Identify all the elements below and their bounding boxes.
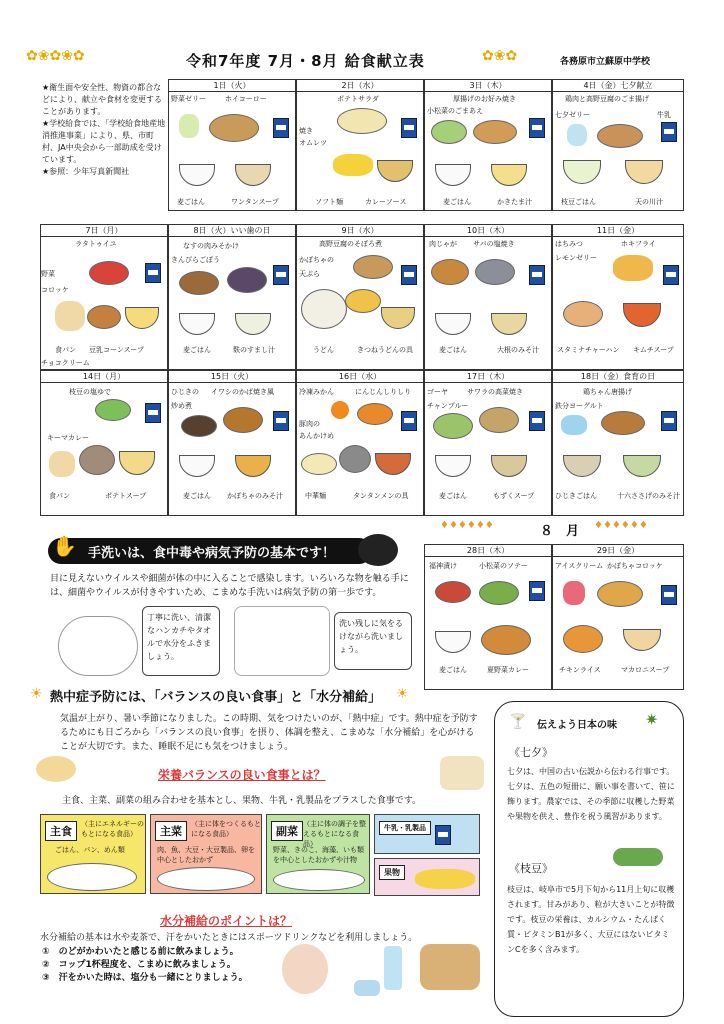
dish-label: きつねうどんの具 xyxy=(357,346,413,354)
dish-label: 豚肉の xyxy=(299,420,320,428)
milk-icon xyxy=(273,118,289,138)
dish-label: 鶏肉と高野豆腐のごま揚げ xyxy=(565,95,649,103)
hand-icon: ✋ xyxy=(52,534,77,558)
rice-bowl xyxy=(435,631,471,653)
dish-label: 炒め煮 xyxy=(171,402,192,410)
menu-day xyxy=(40,370,168,516)
day-head: 2日（水） xyxy=(297,80,423,92)
handwash-banner xyxy=(48,538,372,564)
dish-label: アイスクリーム xyxy=(555,562,604,570)
milk-icon xyxy=(273,265,289,285)
card-tag: 主食 xyxy=(45,821,77,841)
barley-tea-image xyxy=(420,944,480,990)
food-image xyxy=(563,301,603,327)
rice-bowl xyxy=(563,160,601,184)
decoration-icon: ♦♦♦♦♦♦ xyxy=(594,520,648,531)
day-head: 11日（金） xyxy=(553,225,683,237)
food-image xyxy=(357,403,393,425)
handwash-tip-box: 丁寧に洗い、清潔なハンカチやタオルで水分をふきましょう。 xyxy=(142,606,220,676)
soup-bowl xyxy=(491,455,527,477)
dish-label: 小松菜のソテー xyxy=(479,562,528,570)
meal-image xyxy=(36,756,76,782)
sunflower-icon: ✿❀✿ xyxy=(482,48,518,64)
note-item: ★衛生面や安全性、物資の都合などにより、献立や食材を変更することがあります。 xyxy=(42,83,162,116)
balance-heading: 栄養バランスの良い食事とは？ xyxy=(158,768,326,782)
salt-candy-image xyxy=(354,980,380,996)
dish-label: チャンプルー xyxy=(427,402,469,410)
food-image xyxy=(87,305,121,329)
bottle-image xyxy=(384,946,402,990)
food-image xyxy=(597,581,643,607)
bread-image xyxy=(49,451,75,477)
dish-label: かぼちゃの xyxy=(299,256,334,264)
dish-label: 天の川汁 xyxy=(635,198,663,206)
day-head: 29日（金） xyxy=(553,545,683,557)
august-label: ８ 月 xyxy=(540,524,580,539)
yogurt-image xyxy=(561,415,587,435)
food-image xyxy=(209,114,259,142)
dish-label: 高野豆腐のそぼろ煮 xyxy=(319,240,382,248)
milk-icon xyxy=(435,825,451,845)
card-tag: 果物 xyxy=(379,865,405,880)
menu-day xyxy=(168,79,296,211)
dish-label: ゴーヤ xyxy=(427,388,448,396)
dish-label: 大根のみそ汁 xyxy=(497,346,539,354)
sun-icon: ☀ xyxy=(396,686,409,702)
soup-bowl xyxy=(623,629,661,651)
dish-label: 肉じゃが xyxy=(429,240,457,248)
milk-icon xyxy=(529,581,545,601)
dish-label: 麦ごはん xyxy=(439,346,467,354)
dish-label: タンタンメンの具 xyxy=(353,492,409,500)
dish-label: サバの塩焼き xyxy=(473,240,515,248)
handwash-text: 目に見えないウイルスや細菌が体の中に入ることで感染します。いろいろな物を触る手には、細菌やウイルスが付きやすいため、こまめな手洗いは病気予防の第一歩です。 xyxy=(50,574,409,598)
soup-bowl xyxy=(377,160,413,182)
soup-bowl xyxy=(623,303,661,327)
dish-label: もずくスープ xyxy=(493,492,535,500)
bread-image xyxy=(55,301,85,331)
food-group-card xyxy=(266,814,370,894)
menu-day xyxy=(552,224,684,370)
dish-label: 麦ごはん xyxy=(443,198,471,206)
germ-icon xyxy=(358,534,398,566)
glass-icon: 🍸 xyxy=(509,714,527,730)
dish-label: 天ぷら xyxy=(299,270,320,278)
card-sub: （主に体の調子を整えるもとになる食品） xyxy=(303,820,366,848)
day-head: 17日（木） xyxy=(425,371,551,383)
food-image xyxy=(563,625,603,653)
soup-bowl xyxy=(623,455,661,477)
sunflower-icon: ✿❀✿❀✿ xyxy=(26,48,85,64)
day-head: 4日（金）七夕献立 xyxy=(553,80,683,92)
food-image xyxy=(227,267,267,293)
dish-label: キムチスープ xyxy=(633,346,674,354)
food-image xyxy=(435,581,471,603)
food-image xyxy=(89,261,129,285)
noodle-image xyxy=(301,453,337,475)
card-tag: 副菜 xyxy=(271,821,303,841)
menu-day xyxy=(296,224,424,370)
sun-icon: ☀ xyxy=(30,686,43,702)
menu-day xyxy=(296,370,424,516)
hands-image xyxy=(234,606,330,676)
milk-icon xyxy=(273,411,289,431)
dish-label: 牛乳 xyxy=(657,111,671,119)
food-image xyxy=(353,255,393,279)
food-image xyxy=(333,154,373,176)
menu-day xyxy=(424,224,552,370)
handwash-title: 手洗いは、食中毒や病気予防の基本です！ xyxy=(88,546,336,561)
food-image xyxy=(157,867,255,891)
water-point: ② コップ1杯程度を、こまめに飲みましょう。 xyxy=(42,960,236,970)
dish-label: 野菜ゼリー xyxy=(171,95,206,103)
dish-label: ソフト麺 xyxy=(315,198,343,206)
dish-label: かぼちゃコロッケ xyxy=(607,562,663,570)
milk-icon xyxy=(661,585,677,605)
dish-label: オムレツ xyxy=(299,139,327,147)
note-item: ★学校給食では、「学校給食地産地消推進事業」により、県、市町村、JA中央会から一部助成を受けています。 xyxy=(42,119,166,164)
dish-label: 鶏ちゃん唐揚げ xyxy=(583,388,632,396)
rice-bowl xyxy=(179,313,215,335)
milk-icon xyxy=(663,265,679,285)
milk-icon xyxy=(661,122,677,142)
card-sub: （主に体をつくるもとになる食品） xyxy=(191,820,261,838)
dish-label: ホイコーロー xyxy=(225,95,267,103)
milk-icon xyxy=(145,263,161,283)
day-head: 15日（火） xyxy=(169,371,295,383)
card-example: 肉、魚、大豆・大豆製品、卵を中心としたおかず xyxy=(157,846,255,864)
milk-icon xyxy=(145,403,161,423)
food-image xyxy=(479,581,519,605)
food-image xyxy=(597,124,643,148)
dish-label: カレーソース xyxy=(365,198,407,206)
card-example: 野菜、きのこ、海藻、いも類を中心としたおかずや汁物 xyxy=(273,846,364,864)
dish-label: 枝豆の塩ゆで xyxy=(69,388,111,396)
menu-day xyxy=(552,79,684,211)
dish-label: ひじきの xyxy=(171,388,199,396)
day-head: 28日（木） xyxy=(425,545,551,557)
food-image xyxy=(339,445,371,473)
soup-bowl xyxy=(491,164,527,186)
dish-label: イワシのかば焼き風 xyxy=(211,388,274,396)
menu-day xyxy=(424,79,552,211)
card-example: ごはん、パン、めん類 xyxy=(55,846,125,854)
dish-label: かきたま汁 xyxy=(497,198,532,206)
food-image xyxy=(481,625,531,655)
food-image xyxy=(433,413,473,439)
food-image xyxy=(431,259,469,285)
fruit-image xyxy=(415,869,475,889)
dish-label: 枝豆ごはん xyxy=(561,198,596,206)
food-image xyxy=(95,399,131,421)
dish-label: キーマカレー xyxy=(47,434,89,442)
dish-label: 豆乳コーンスープ xyxy=(89,346,144,354)
girl-drinking-image xyxy=(282,944,328,994)
decoration-icon: ♦♦♦♦♦♦ xyxy=(440,520,494,531)
food-image xyxy=(479,407,519,433)
dish-label: 焼き xyxy=(299,127,313,135)
food-image xyxy=(79,445,115,475)
balance-text: 主食、主菜、副菜の組み合わせを基本とし、果物、牛乳・乳製品をプラスした食事です。 xyxy=(62,796,422,806)
milk-icon xyxy=(401,118,417,138)
menu-day xyxy=(424,370,552,516)
dish-label: にんじんしりしり xyxy=(355,388,411,396)
dish-label: 福神漬け xyxy=(429,562,457,570)
dish-label: 食パン xyxy=(49,492,70,500)
menu-day xyxy=(296,79,424,211)
rice-bowl xyxy=(563,455,601,477)
dish-label: ポテトサラダ xyxy=(337,95,379,103)
dish-label: コロッケ xyxy=(41,286,69,294)
food-group-card xyxy=(40,814,146,894)
dish-label: マカロニスープ xyxy=(621,666,670,674)
tanabata-heading: 《七夕》 xyxy=(509,746,553,759)
food-image xyxy=(473,120,517,144)
dish-label: 中華麺 xyxy=(305,492,326,500)
rice-bowl xyxy=(435,164,471,186)
soup-bowl xyxy=(119,451,155,475)
dish-label: ひじきごはん xyxy=(555,492,597,500)
milk-icon xyxy=(529,411,545,431)
rice-bowl xyxy=(435,313,471,335)
water-point: ① のどがかわいたと感じる前に飲みましょう。 xyxy=(42,947,239,957)
dish-label: 野菜 xyxy=(41,270,55,278)
bamboo-icon: ✷ xyxy=(645,710,659,729)
tanabata-text: 七夕は、中国の古い伝説から伝わる行事です。七夕は、五色の短冊に、願い事を書いて、笹に飾ります。農家では、その季節に収穫した野菜や果物を供え、豊作を祝う風習があります。 xyxy=(507,767,675,821)
day-head: 1日（火） xyxy=(169,80,295,92)
dish-label: 麦ごはん xyxy=(183,492,211,500)
food-group-card xyxy=(374,814,480,854)
notes xyxy=(42,82,167,178)
dish-label: あんかけめ xyxy=(299,432,334,440)
day-head: 3日（木） xyxy=(425,80,551,92)
dish-label: 厚揚げのお好み焼き xyxy=(453,95,516,103)
day-head: 8日（火）いい歯の日 xyxy=(169,225,295,237)
food-image xyxy=(475,259,515,285)
dish-label: かぼちゃのみそ汁 xyxy=(227,492,283,500)
dish-label: うどん xyxy=(313,346,334,354)
column-title: 伝えよう日本の味 xyxy=(537,720,617,731)
dish-label: ラタトゥイユ xyxy=(75,240,117,248)
food-image xyxy=(47,863,137,891)
card-tag: 牛乳・乳製品 xyxy=(379,821,431,835)
page-title: 令和7年度 7月・8月 給食献立表 xyxy=(186,52,425,70)
dish-label: スタミナチャーハン xyxy=(557,346,620,354)
dish-label: 冷凍みかん xyxy=(299,388,334,396)
orange-image xyxy=(331,401,349,419)
menu-day xyxy=(552,370,684,516)
rice-bowl xyxy=(179,164,215,186)
note-item: ★参照：少年写真新聞社 xyxy=(42,167,130,176)
dish-label: レモンゼリー xyxy=(555,254,597,262)
food-image xyxy=(179,271,219,295)
handwash-image xyxy=(58,616,138,676)
soup-bowl xyxy=(375,453,411,475)
japanese-food-column xyxy=(494,701,684,1017)
dish-label: ポテトスープ xyxy=(105,492,147,500)
milk-icon xyxy=(529,118,545,138)
food-image xyxy=(345,289,381,313)
rice-bowl xyxy=(435,455,471,477)
day-head: 14日（月） xyxy=(41,371,167,383)
dish-label: 七夕ゼリー xyxy=(555,111,590,119)
menu-day xyxy=(552,544,684,690)
dish-label: ワンタンスープ xyxy=(231,198,279,206)
soup-bowl xyxy=(491,313,527,335)
heatstroke-title: 熱中症予防には、「バランスの良い食事」と「水分補給」 xyxy=(50,690,382,705)
edamame-heading: 《枝豆》 xyxy=(509,862,553,875)
handwash-tip-box: 洗い残しに気をるけながら洗いましょう。 xyxy=(334,612,412,670)
food-image xyxy=(273,869,365,891)
menu-day xyxy=(424,544,552,690)
soup-bowl xyxy=(235,455,271,477)
edamame-image xyxy=(613,848,663,866)
edamame-text: 枝豆は、岐阜市で5月下旬から11月上旬に収穫されます。甘みがあり、粒が大きいことが特徴です。枝豆の栄養は、カルシウム・たんぱく質・ビタミンB1が多く、大豆にはないビタミンCを多く含みます。 xyxy=(507,885,675,954)
milk-icon xyxy=(529,265,545,285)
dish-label: なすの肉みそかけ xyxy=(183,242,239,250)
water-intro: 水分補給の基本は水や麦茶で、汗をかいたときにはスポーツドリンクなどを利用しましょう。 xyxy=(40,933,418,943)
day-head: 16日（水） xyxy=(297,371,423,383)
noodle-image xyxy=(301,289,347,329)
soup-bowl xyxy=(125,307,159,329)
food-image xyxy=(181,415,217,437)
soup-bowl xyxy=(235,313,271,335)
menu-day xyxy=(168,224,296,370)
card-tag: 主菜 xyxy=(155,821,187,841)
dish-label: 夏野菜カレー xyxy=(487,666,529,674)
heatstroke-text: 気温が上がり、暑い季節になりました。この時期、気をつけたいのが、「熱中症」です。熱中症を予防するためにも日ごろから「バランスの良い食事」を摂り、体調を整え、こまめな「水分補給」を心がけることが大切です。また、睡眠不足にも気をつけましょう。 xyxy=(60,714,478,752)
menu-day xyxy=(168,370,296,516)
food-group-card xyxy=(150,814,262,894)
rice-bowl xyxy=(179,455,215,477)
meal-image xyxy=(440,756,484,790)
food-image xyxy=(567,124,587,146)
dish-label: 麦ごはん xyxy=(177,198,205,206)
dish-label: 小松菜のごまあえ xyxy=(427,107,483,115)
soup-bowl xyxy=(625,160,663,184)
food-image xyxy=(431,120,467,144)
food-image xyxy=(613,255,653,281)
day-head: 7日（月） xyxy=(41,225,167,237)
food-group-card xyxy=(374,858,480,896)
school-name: 各務原市立蘇原中学校 xyxy=(560,57,651,67)
menu-day xyxy=(40,224,168,370)
food-image xyxy=(601,411,645,435)
dish-label: きんぴらごぼう xyxy=(171,256,220,264)
dish-label: ホキフライ xyxy=(621,240,656,248)
ice-cream-image xyxy=(563,581,585,605)
water-point: ③ 汗をかいた時は、塩分も一緒にとりましょう。 xyxy=(42,973,248,983)
dish-label: 麦ごはん xyxy=(439,492,467,500)
dish-label: チキンライス xyxy=(559,666,601,674)
food-image xyxy=(179,114,199,138)
water-points xyxy=(42,946,248,985)
milk-icon xyxy=(401,411,417,431)
food-image xyxy=(223,407,263,433)
dish-label: 麩のすまし汁 xyxy=(233,346,275,354)
dish-label: 十六ささげのみそ汁 xyxy=(617,492,680,500)
card-sub: （主にエネルギーのもとになる食品） xyxy=(81,820,144,838)
dish-label: 麦ごはん xyxy=(439,666,467,674)
dish-label: チョコクリーム xyxy=(41,359,90,367)
milk-icon xyxy=(661,411,677,431)
day-head: 18日（金）食育の日 xyxy=(553,371,683,383)
dish-label: 麦ごはん xyxy=(183,346,211,354)
soup-bowl xyxy=(235,164,271,186)
milk-icon xyxy=(401,265,417,285)
dish-label: はちみつ xyxy=(555,240,583,248)
dish-label: 鉄分ヨーグルト xyxy=(555,402,604,410)
dish-label: サワラの高菜焼き xyxy=(467,388,523,396)
soup-bowl xyxy=(381,307,415,329)
day-head: 10日（木） xyxy=(425,225,551,237)
water-heading: 水分補給のポイントは？ xyxy=(160,914,293,928)
food-image xyxy=(337,108,387,134)
day-head: 9日（水） xyxy=(297,225,423,237)
dish-label: 食パン xyxy=(55,346,76,354)
